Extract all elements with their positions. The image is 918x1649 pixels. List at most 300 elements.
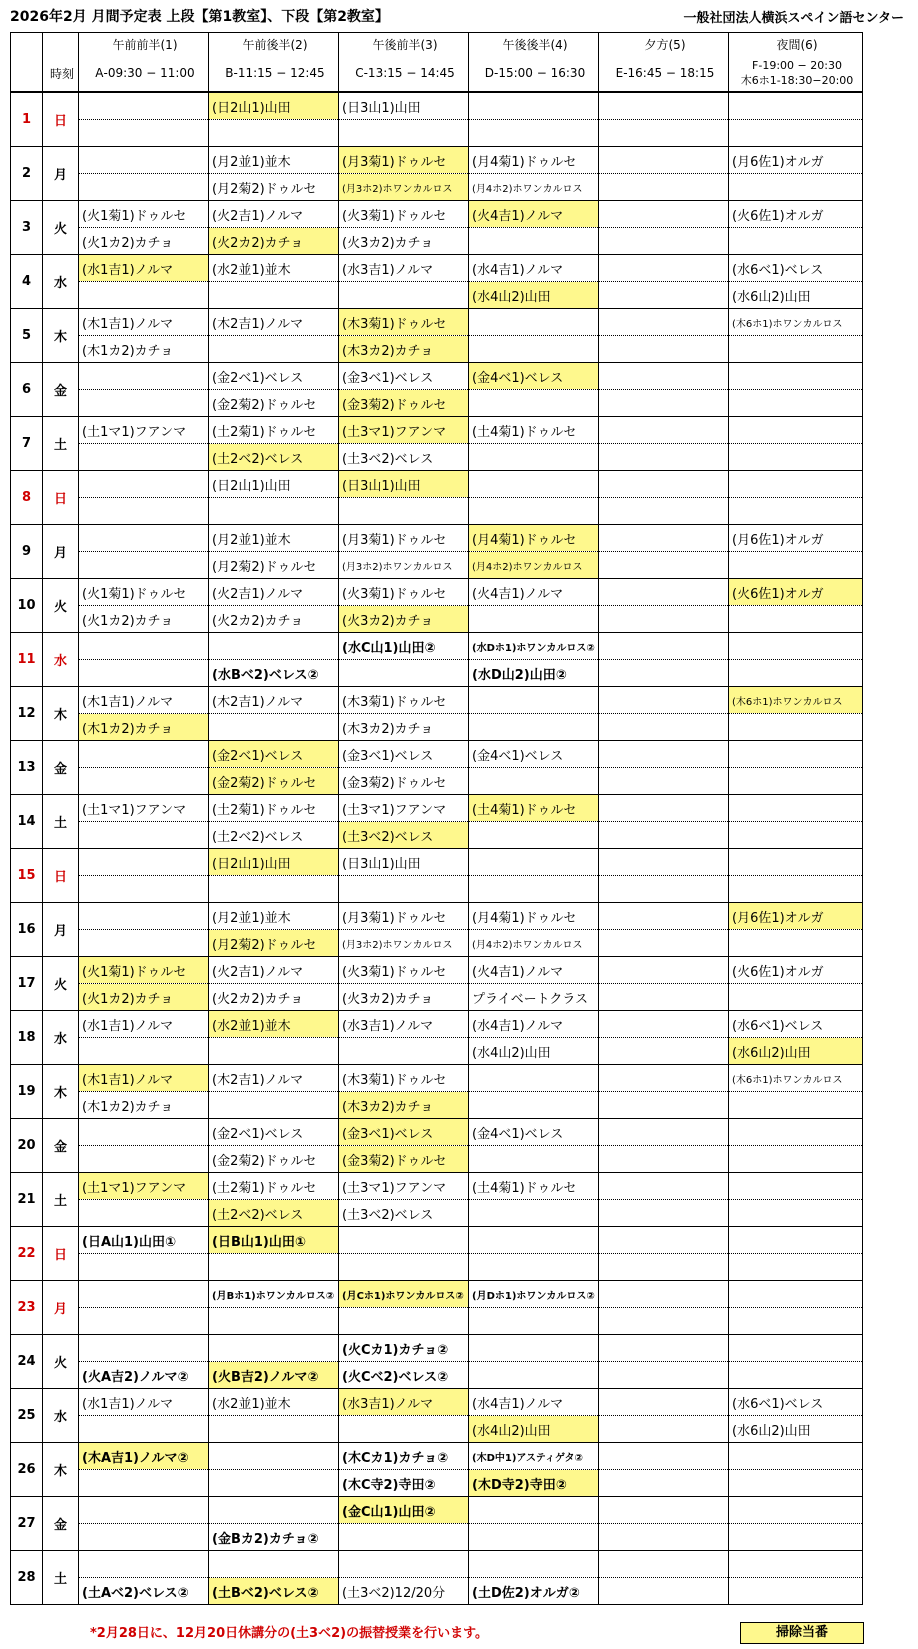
class-slot: (木1吉1)ノルマ <box>79 1065 209 1092</box>
empty-slot <box>599 552 729 579</box>
empty-slot <box>729 120 863 147</box>
empty-slot <box>469 1065 599 1092</box>
day-number: 11 <box>11 633 43 687</box>
day-number: 10 <box>11 579 43 633</box>
empty-slot <box>599 741 729 768</box>
empty-slot <box>79 849 209 876</box>
class-slot: (木D中1)アスティゲタ② <box>469 1443 599 1470</box>
empty-slot <box>599 1416 729 1443</box>
class-slot: (金4ベ1)ベレス <box>469 363 599 390</box>
class-slot: (木2吉1)ノルマ <box>209 309 339 336</box>
day-row-room1 <box>11 1281 863 1308</box>
class-slot: (日3山1)山田 <box>339 471 469 498</box>
period-time: C‐13:15 − 14:45 <box>339 55 469 92</box>
class-slot: (火2吉1)ノルマ <box>209 957 339 984</box>
empty-slot <box>599 714 729 741</box>
empty-slot <box>209 498 339 525</box>
class-slot: (火3菊1)ドゥルセ <box>339 957 469 984</box>
period-name: 午前前半(1) <box>79 33 209 56</box>
header-row-periods <box>11 33 863 56</box>
empty-slot <box>729 984 863 1011</box>
day-number: 20 <box>11 1119 43 1173</box>
day-of-week: 月 <box>43 903 79 957</box>
class-slot: (水3吉1)ノルマ <box>339 1011 469 1038</box>
class-slot: (木C寺2)寺田② <box>339 1470 469 1497</box>
class-slot: (水Dホ1)ホワンカルロス② <box>469 633 599 660</box>
class-slot: (金4ベ1)ベレス <box>469 1119 599 1146</box>
empty-slot <box>729 471 863 498</box>
class-slot: (火2カ2)カチョ <box>209 606 339 633</box>
class-slot: (月3ホ2)ホワンカルロス <box>339 174 469 201</box>
empty-slot <box>599 1362 729 1389</box>
class-slot: (月4菊1)ドゥルセ <box>469 903 599 930</box>
class-slot: (木1カ2)カチョ <box>79 1092 209 1119</box>
empty-slot <box>729 363 863 390</box>
empty-slot <box>729 822 863 849</box>
day-row-room1 <box>11 1497 863 1524</box>
day-row-room1 <box>11 255 863 282</box>
empty-slot <box>599 1524 729 1551</box>
empty-slot <box>729 1551 863 1578</box>
day-number: 1 <box>11 92 43 147</box>
class-slot: (月6佐1)オルガ <box>729 903 863 930</box>
class-slot: (水1吉1)ノルマ <box>79 1011 209 1038</box>
empty-slot <box>729 174 863 201</box>
schedule-table <box>10 32 863 1605</box>
class-slot: (月2並1)並木 <box>209 147 339 174</box>
class-slot: (金2菊2)ドゥルセ <box>209 768 339 795</box>
day-row-room2 <box>11 1362 863 1389</box>
day-of-week: 木 <box>43 309 79 363</box>
class-slot: (月3菊1)ドゥルセ <box>339 903 469 930</box>
empty-slot <box>599 579 729 606</box>
empty-slot <box>339 282 469 309</box>
class-slot: (土2ベ2)ベレス <box>209 822 339 849</box>
period-time: D‐15:00 − 16:30 <box>469 55 599 92</box>
class-slot: (火1カ2)カチョ <box>79 228 209 255</box>
day-row-room2 <box>11 336 863 363</box>
empty-slot <box>209 282 339 309</box>
period-time-evening <box>729 55 863 92</box>
day-row-room1 <box>11 1119 863 1146</box>
header-corner <box>11 33 43 56</box>
empty-slot <box>339 498 469 525</box>
empty-slot <box>209 1416 339 1443</box>
empty-slot <box>599 1389 729 1416</box>
empty-slot <box>599 1254 729 1281</box>
day-row-room2 <box>11 714 863 741</box>
class-slot: (木3菊1)ドゥルセ <box>339 309 469 336</box>
class-slot: (水6山2)山田 <box>729 1038 863 1065</box>
empty-slot <box>79 1119 209 1146</box>
empty-slot <box>729 633 863 660</box>
class-slot: (火1菊1)ドゥルセ <box>79 579 209 606</box>
class-slot: (水Bベ2)ベレス② <box>209 660 339 687</box>
empty-slot <box>599 1065 729 1092</box>
empty-slot <box>79 1038 209 1065</box>
empty-slot <box>729 1119 863 1146</box>
class-slot: (火3カ2)カチョ <box>339 228 469 255</box>
period-name: 午後前半(3) <box>339 33 469 56</box>
day-number: 26 <box>11 1443 43 1497</box>
day-row-room2 <box>11 768 863 795</box>
empty-slot <box>79 1200 209 1227</box>
class-slot: (土3ベ2)ベレス <box>339 444 469 471</box>
day-row-room2 <box>11 876 863 903</box>
class-slot: プライベートクラス <box>469 984 599 1011</box>
empty-slot <box>599 1146 729 1173</box>
class-slot: (金3ベ1)ベレス <box>339 363 469 390</box>
class-slot: (日2山1)山田 <box>209 92 339 120</box>
empty-slot <box>599 92 729 120</box>
day-row-room1 <box>11 795 863 822</box>
class-slot: (木2吉1)ノルマ <box>209 687 339 714</box>
class-slot: (火2カ2)カチョ <box>209 228 339 255</box>
day-of-week: 木 <box>43 687 79 741</box>
empty-slot <box>469 471 599 498</box>
empty-slot <box>209 714 339 741</box>
class-slot: (木3カ2)カチョ <box>339 336 469 363</box>
empty-slot <box>209 1443 339 1470</box>
empty-slot <box>599 1119 729 1146</box>
day-of-week: 土 <box>43 1173 79 1227</box>
class-slot: (水4吉1)ノルマ <box>469 255 599 282</box>
day-number: 21 <box>11 1173 43 1227</box>
period-name: 夕方(5) <box>599 33 729 56</box>
empty-slot <box>469 1551 599 1578</box>
empty-slot <box>339 120 469 147</box>
day-row-room1 <box>11 1335 863 1362</box>
day-number: 18 <box>11 1011 43 1065</box>
empty-slot <box>729 92 863 120</box>
class-slot: (月2並1)並木 <box>209 525 339 552</box>
empty-slot <box>339 876 469 903</box>
day-of-week: 日 <box>43 471 79 525</box>
class-slot: (土2菊1)ドゥルセ <box>209 1173 339 1200</box>
class-slot: (金C山1)山田② <box>339 1497 469 1524</box>
day-number: 3 <box>11 201 43 255</box>
day-row-room1 <box>11 741 863 768</box>
empty-slot <box>209 1038 339 1065</box>
empty-slot <box>599 660 729 687</box>
empty-slot <box>469 120 599 147</box>
empty-slot <box>469 1092 599 1119</box>
day-row-room1 <box>11 579 863 606</box>
class-slot: (水6ベ1)ベレス <box>729 255 863 282</box>
class-slot: (月3菊1)ドゥルセ <box>339 147 469 174</box>
empty-slot <box>599 255 729 282</box>
empty-slot <box>469 444 599 471</box>
class-slot: (日B山1)山田① <box>209 1227 339 1254</box>
empty-slot <box>79 92 209 120</box>
empty-slot <box>729 606 863 633</box>
day-row-room2 <box>11 444 863 471</box>
empty-slot <box>209 1308 339 1335</box>
class-slot: (土2菊1)ドゥルセ <box>209 417 339 444</box>
empty-slot <box>469 1362 599 1389</box>
empty-slot <box>599 1281 729 1308</box>
class-slot: (土1マ1)フアンマ <box>79 417 209 444</box>
day-of-week: 木 <box>43 1443 79 1497</box>
class-slot: (水6ベ1)ベレス <box>729 1011 863 1038</box>
empty-slot <box>729 1146 863 1173</box>
day-of-week: 火 <box>43 957 79 1011</box>
class-slot: (木6ホ1)ホワンカルロス <box>729 309 863 336</box>
class-slot: (月2菊2)ドゥルセ <box>209 174 339 201</box>
day-row-room2 <box>11 390 863 417</box>
empty-slot <box>599 1200 729 1227</box>
empty-slot <box>599 336 729 363</box>
empty-slot <box>599 1308 729 1335</box>
class-slot: (木1吉1)ノルマ <box>79 309 209 336</box>
class-slot: (日2山1)山田 <box>209 849 339 876</box>
day-row-room2 <box>11 606 863 633</box>
empty-slot <box>729 417 863 444</box>
day-row-room2 <box>11 930 863 957</box>
day-of-week: 月 <box>43 1281 79 1335</box>
class-slot: (水4山2)山田 <box>469 1038 599 1065</box>
class-slot: (火6佐1)オルガ <box>729 957 863 984</box>
empty-slot <box>729 876 863 903</box>
day-row-room1 <box>11 1227 863 1254</box>
day-number: 25 <box>11 1389 43 1443</box>
empty-slot <box>599 282 729 309</box>
day-row-room1 <box>11 363 863 390</box>
day-row-room2 <box>11 1092 863 1119</box>
class-slot: (土3ベ2)ベレス <box>339 822 469 849</box>
class-slot: (木3菊1)ドゥルセ <box>339 687 469 714</box>
empty-slot <box>209 120 339 147</box>
day-number: 24 <box>11 1335 43 1389</box>
class-slot: (火3カ2)カチョ <box>339 984 469 1011</box>
day-row-room2 <box>11 1416 863 1443</box>
class-slot: (火3菊1)ドゥルセ <box>339 579 469 606</box>
empty-slot <box>729 1524 863 1551</box>
day-row-room1 <box>11 687 863 714</box>
day-of-week: 水 <box>43 633 79 687</box>
day-row-room1 <box>11 309 863 336</box>
day-number: 12 <box>11 687 43 741</box>
empty-slot <box>79 444 209 471</box>
empty-slot <box>469 1146 599 1173</box>
day-of-week: 金 <box>43 741 79 795</box>
class-slot: (火1菊1)ドゥルセ <box>79 957 209 984</box>
empty-slot <box>79 876 209 903</box>
empty-slot <box>79 363 209 390</box>
class-slot: (月4ホ2)ホワンカルロス <box>469 174 599 201</box>
period-name: 午後後半(4) <box>469 33 599 56</box>
class-slot: (月Cホ1)ホワンカルロス② <box>339 1281 469 1308</box>
class-slot: (火2吉1)ノルマ <box>209 201 339 228</box>
day-number: 23 <box>11 1281 43 1335</box>
footnote: *2月28日に、12月20日休講分の(土3ベ2)の振替授業を行います。 <box>90 1626 489 1641</box>
empty-slot <box>79 1470 209 1497</box>
class-slot: (日2山1)山田 <box>209 471 339 498</box>
empty-slot <box>79 633 209 660</box>
day-row-room1 <box>11 1389 863 1416</box>
empty-slot <box>729 660 863 687</box>
empty-slot <box>599 444 729 471</box>
class-slot: (土3マ1)フアンマ <box>339 417 469 444</box>
class-slot: (金2菊2)ドゥルセ <box>209 390 339 417</box>
empty-slot <box>209 876 339 903</box>
empty-slot <box>729 795 863 822</box>
day-number: 8 <box>11 471 43 525</box>
class-slot: (土Bベ2)ベレス② <box>209 1578 339 1605</box>
empty-slot <box>79 390 209 417</box>
empty-slot <box>79 174 209 201</box>
class-slot: (日A山1)山田① <box>79 1227 209 1254</box>
empty-slot <box>339 660 469 687</box>
empty-slot <box>79 1551 209 1578</box>
class-slot: (水1吉1)ノルマ <box>79 1389 209 1416</box>
day-of-week: 火 <box>43 579 79 633</box>
day-number: 13 <box>11 741 43 795</box>
empty-slot <box>729 1281 863 1308</box>
empty-slot <box>599 1551 729 1578</box>
day-number: 7 <box>11 417 43 471</box>
class-slot: (金3菊2)ドゥルセ <box>339 390 469 417</box>
class-slot: (木3菊1)ドゥルセ <box>339 1065 469 1092</box>
empty-slot <box>79 1524 209 1551</box>
class-slot: (土3マ1)フアンマ <box>339 1173 469 1200</box>
day-row-room2 <box>11 822 863 849</box>
class-slot: (金3ベ1)ベレス <box>339 1119 469 1146</box>
day-row-room1 <box>11 1551 863 1578</box>
class-slot: (火2カ2)カチョ <box>209 984 339 1011</box>
empty-slot <box>79 525 209 552</box>
class-slot: (月6佐1)オルガ <box>729 525 863 552</box>
day-of-week: 木 <box>43 1065 79 1119</box>
day-row-room2 <box>11 1038 863 1065</box>
day-row-room2 <box>11 984 863 1011</box>
day-row-room1 <box>11 525 863 552</box>
cleaning-duty-label: 掃除当番 <box>740 1622 864 1644</box>
empty-slot <box>79 822 209 849</box>
class-slot: (火Cカ1)カチョ② <box>339 1335 469 1362</box>
empty-slot <box>729 336 863 363</box>
class-slot: (金Bカ2)カチョ② <box>209 1524 339 1551</box>
empty-slot <box>339 1227 469 1254</box>
empty-slot <box>79 1308 209 1335</box>
empty-slot <box>599 417 729 444</box>
class-slot: (土1マ1)フアンマ <box>79 1173 209 1200</box>
empty-slot <box>79 741 209 768</box>
day-row-room2 <box>11 282 863 309</box>
class-slot: (木2吉1)ノルマ <box>209 1065 339 1092</box>
class-slot: (月2並1)並木 <box>209 903 339 930</box>
empty-slot <box>599 228 729 255</box>
day-row-room1 <box>11 1173 863 1200</box>
empty-slot <box>599 120 729 147</box>
empty-slot <box>599 876 729 903</box>
class-slot: (火4吉1)ノルマ <box>469 201 599 228</box>
day-of-week: 月 <box>43 525 79 579</box>
day-row-room2 <box>11 1470 863 1497</box>
empty-slot <box>599 795 729 822</box>
class-slot: (土3ベ2)12/20分 <box>339 1578 469 1605</box>
empty-slot <box>599 1227 729 1254</box>
class-slot: (日3山1)山田 <box>339 92 469 120</box>
empty-slot <box>729 1470 863 1497</box>
empty-slot <box>469 1227 599 1254</box>
class-slot: (土D佐2)オルガ② <box>469 1578 599 1605</box>
class-slot: (火B吉2)ノルマ② <box>209 1362 339 1389</box>
empty-slot <box>469 390 599 417</box>
empty-slot <box>209 1254 339 1281</box>
empty-slot <box>599 201 729 228</box>
class-slot: (月4菊1)ドゥルセ <box>469 147 599 174</box>
day-row-room1 <box>11 471 863 498</box>
empty-slot <box>469 1200 599 1227</box>
empty-slot <box>79 471 209 498</box>
empty-slot <box>729 1497 863 1524</box>
day-row-room1 <box>11 147 863 174</box>
empty-slot <box>599 984 729 1011</box>
day-row-room1 <box>11 1065 863 1092</box>
empty-slot <box>209 1551 339 1578</box>
empty-slot <box>599 525 729 552</box>
empty-slot <box>729 1173 863 1200</box>
empty-slot <box>339 1551 469 1578</box>
day-number: 16 <box>11 903 43 957</box>
class-slot: (水3吉1)ノルマ <box>339 255 469 282</box>
empty-slot <box>79 1416 209 1443</box>
class-slot: (土Aベ2)ベレス② <box>79 1578 209 1605</box>
empty-slot <box>79 903 209 930</box>
class-slot: (月2菊2)ドゥルセ <box>209 930 339 957</box>
empty-slot <box>469 849 599 876</box>
empty-slot <box>599 174 729 201</box>
empty-slot <box>599 1470 729 1497</box>
empty-slot <box>729 1578 863 1605</box>
empty-slot <box>599 1173 729 1200</box>
class-slot: (水1吉1)ノルマ <box>79 255 209 282</box>
empty-slot <box>469 228 599 255</box>
class-slot: (木6ホ1)ホワンカルロス <box>729 1065 863 1092</box>
day-row-room2 <box>11 498 863 525</box>
class-slot: (木3カ2)カチョ <box>339 714 469 741</box>
class-slot: (土4菊1)ドゥルセ <box>469 795 599 822</box>
empty-slot <box>209 1470 339 1497</box>
day-of-week: 土 <box>43 1551 79 1605</box>
day-number: 22 <box>11 1227 43 1281</box>
empty-slot <box>729 1227 863 1254</box>
class-slot: (月3ホ2)ホワンカルロス <box>339 930 469 957</box>
period-time: E‐16:45 − 18:15 <box>599 55 729 92</box>
empty-slot <box>599 822 729 849</box>
empty-slot <box>79 1254 209 1281</box>
empty-slot <box>469 1335 599 1362</box>
empty-slot <box>469 606 599 633</box>
class-slot: (火1菊1)ドゥルセ <box>79 201 209 228</box>
class-slot: (火1カ2)カチョ <box>79 606 209 633</box>
class-slot: (火Cベ2)ベレス② <box>339 1362 469 1389</box>
day-row-room1 <box>11 633 863 660</box>
empty-slot <box>599 903 729 930</box>
day-number: 6 <box>11 363 43 417</box>
class-slot: (月Dホ1)ホワンカルロス② <box>469 1281 599 1308</box>
day-of-week: 日 <box>43 92 79 147</box>
day-of-week: 土 <box>43 795 79 849</box>
empty-slot <box>79 552 209 579</box>
day-number: 17 <box>11 957 43 1011</box>
class-slot: (水4吉1)ノルマ <box>469 1389 599 1416</box>
empty-slot <box>79 930 209 957</box>
day-row-room2 <box>11 552 863 579</box>
empty-slot <box>729 1092 863 1119</box>
class-slot: (月2菊2)ドゥルセ <box>209 552 339 579</box>
